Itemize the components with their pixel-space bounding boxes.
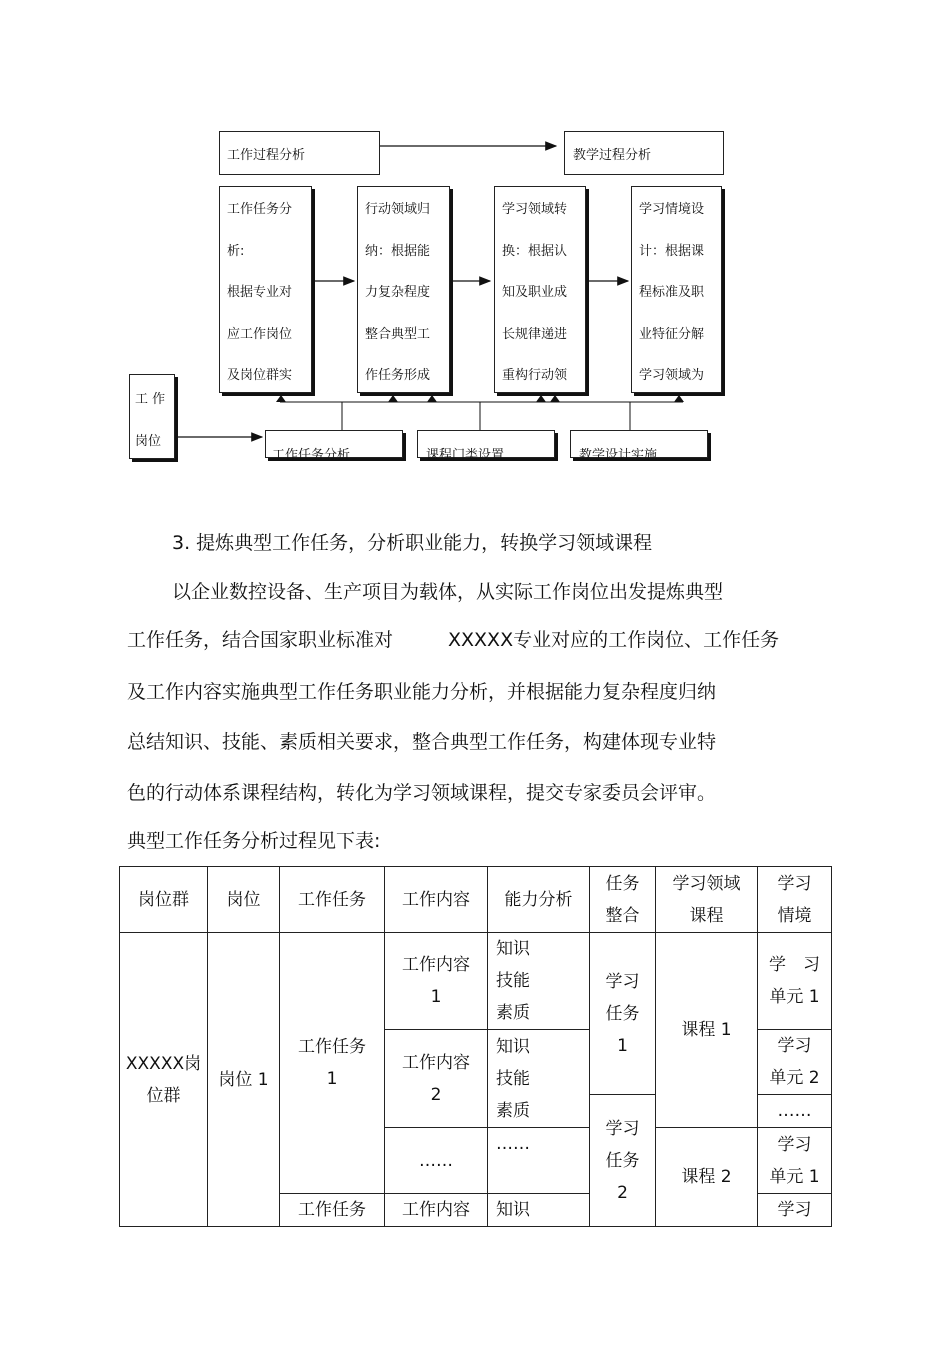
work-process-analysis-box [219,131,380,175]
situation-cell: 学习 单元 1 [758,1128,832,1194]
ability-cell: 知识 [488,1194,590,1227]
header-cell: 学习 情境 [758,867,832,933]
table-header-row [120,867,832,933]
header-cell: 工作内容 [385,867,488,933]
bottom-label-teaching-design: 教学设计实施 [579,448,658,463]
column-box-4 [631,186,722,393]
paragraph-line-2a: 工作任务，结合国家职业标准对 [127,629,394,651]
header-cell: 岗位群 [120,867,208,933]
task-analysis-table [119,866,832,1227]
column-text-2: 行动领域归 纳：根据能 力复杂程度 整合典型工 作任务形成 [365,202,431,383]
column-box-3 [494,186,586,393]
column-text-1: 工作任务分 析: 根据专业对 应工作岗位 及岗位群实 [227,202,293,383]
ability-cell: 知识 技能 素质 [488,933,590,1030]
situation-cell: 学 习 单元 1 [758,933,832,1030]
header-cell: 工作任务 [280,867,385,933]
ability-cell: 知识 技能 素质 [488,1030,590,1128]
column-box-1 [219,186,312,393]
post-cell: 岗位 1 [208,933,280,1227]
task-integration-cell: 学习 任务 2 [590,1095,656,1227]
paragraph-line-3: 及工作内容实施典型工作任务职业能力分析，并根据能力复杂程度归纳 [127,681,717,703]
section-heading: 3. 提炼典型工作任务，分析职业能力，转换学习领域课程 [172,532,653,554]
post-group-cell: XXXXX岗 位群 [120,933,208,1227]
bottom-box-course-setup [417,430,555,463]
ability-cell: …… [488,1128,590,1194]
work-content-cell: 工作内容 2 [385,1030,488,1128]
bottom-box-teaching-design [570,430,708,463]
column-text-4: 学习情境设 计：根据课 程标准及职 业特征分解 学习领域为 [639,202,705,383]
bottom-box-task-analysis [265,430,403,463]
work-content-cell: 工作内容 [385,1194,488,1227]
bottom-label-task-analysis: 工作任务分析 [272,448,351,463]
work-post-label-1: 工 作 [135,392,166,407]
work-post-box [129,374,175,459]
work-post-label-2: 岗位 [135,434,162,449]
table-row [120,933,832,1030]
bottom-label-course-setup: 课程门类设置 [426,448,505,463]
paragraph-line-4: 总结知识、技能、素质相关要求，整合典型工作任务，构建体现专业特 [127,731,717,753]
paragraph-line-2b: XXXXX专业对应的工作岗位、工作任务 [448,629,780,651]
teaching-process-analysis-label: 教学过程分析 [573,148,652,163]
work-content-cell: 工作内容 1 [385,933,488,1030]
header-cell: 任务 整合 [590,867,656,933]
work-task-cell: 工作任务 1 [280,933,385,1194]
header-cell: 能力分析 [488,867,590,933]
column-box-2 [357,186,450,393]
situation-cell: 学习 单元 2 [758,1030,832,1095]
work-task-cell: 工作任务 [280,1194,385,1227]
teaching-process-analysis-box [564,131,724,175]
work-content-cell: …… [385,1128,488,1194]
header-cell: 岗位 [208,867,280,933]
paragraph-line-6: 典型工作任务分析过程见下表: [127,830,381,852]
course-cell: 课程 1 [656,933,758,1128]
header-cell: 学习领域 课程 [656,867,758,933]
course-cell: 课程 2 [656,1128,758,1227]
paragraph-line-1: 以企业数控设备、生产项目为载体，从实际工作岗位出发提炼典型 [172,581,724,603]
work-process-analysis-label: 工作过程分析 [227,148,306,163]
column-text-3: 学习领域转 换：根据认 知及职业成 长规律递进 重构行动领 [502,202,568,383]
paragraph-line-5: 色的行动体系课程结构，转化为学习领域课程，提交专家委员会评审。 [127,782,717,804]
task-integration-cell: 学习 任务 1 [590,933,656,1095]
situation-cell: …… [758,1095,832,1128]
situation-cell: 学习 [758,1194,832,1227]
